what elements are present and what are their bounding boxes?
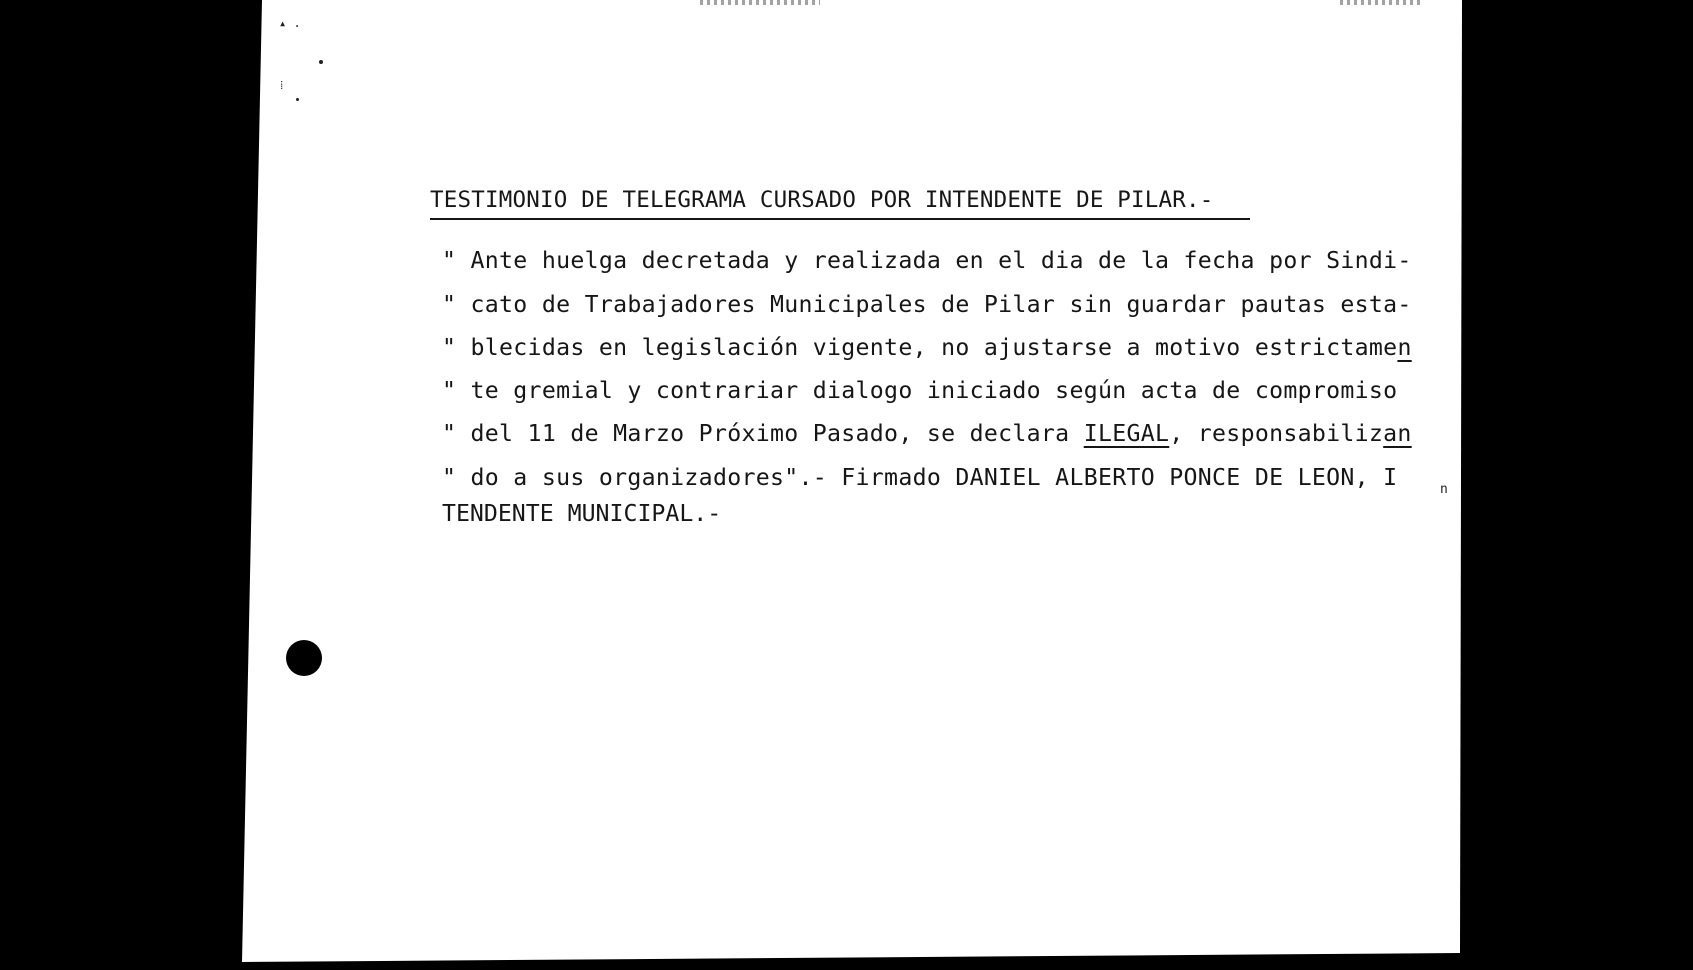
telegram-line-5-text: " del 11 de Marzo Próximo Pasado, se declara (442, 420, 1084, 447)
telegram-line-3 (442, 334, 1412, 361)
telegram-line-5-continuation: , responsabiliz (1169, 420, 1384, 447)
telegram-line-2: " cato de Trabajadores Municipales de Pilar sin guardar pautas esta- (442, 291, 1412, 318)
telegram-line-7: TENDENTE MUNICIPAL.- (442, 500, 722, 527)
scan-edge-noise (1340, 0, 1420, 5)
scan-speck (319, 60, 323, 64)
punch-hole (286, 640, 322, 676)
telegram-line-6: " do a sus organizadores".- Firmado DANIEL ALBERTO PONCE DE LEON, I (442, 464, 1398, 491)
underlined-fragment: an (1383, 420, 1412, 447)
telegram-line-3-text: " blecidas en legislación vigente, no ajustarse a motivo estrictame (442, 334, 1398, 361)
scan-speck: ⁞ (280, 78, 284, 92)
scan-speck (296, 98, 299, 101)
telegram-line-1: " Ante huelga decretada y realizada en el dia de la fecha por Sindi- (442, 247, 1412, 274)
scan-speck: ▴ . (279, 16, 301, 30)
document-heading: TESTIMONIO DE TELEGRAMA CURSADO POR INTENDENTE DE PILAR.- (430, 187, 1214, 213)
scan-edge-noise (700, 0, 820, 5)
heading-underline (430, 218, 1250, 220)
line-6-superscript: n (1440, 482, 1448, 497)
underlined-fragment: n (1397, 334, 1412, 361)
telegram-line-4: " te gremial y contrariar dialogo iniciado según acta de compromiso (442, 377, 1398, 404)
ilegal-emphasis: ILEGAL (1083, 420, 1170, 447)
telegram-line-5 (442, 420, 1412, 447)
